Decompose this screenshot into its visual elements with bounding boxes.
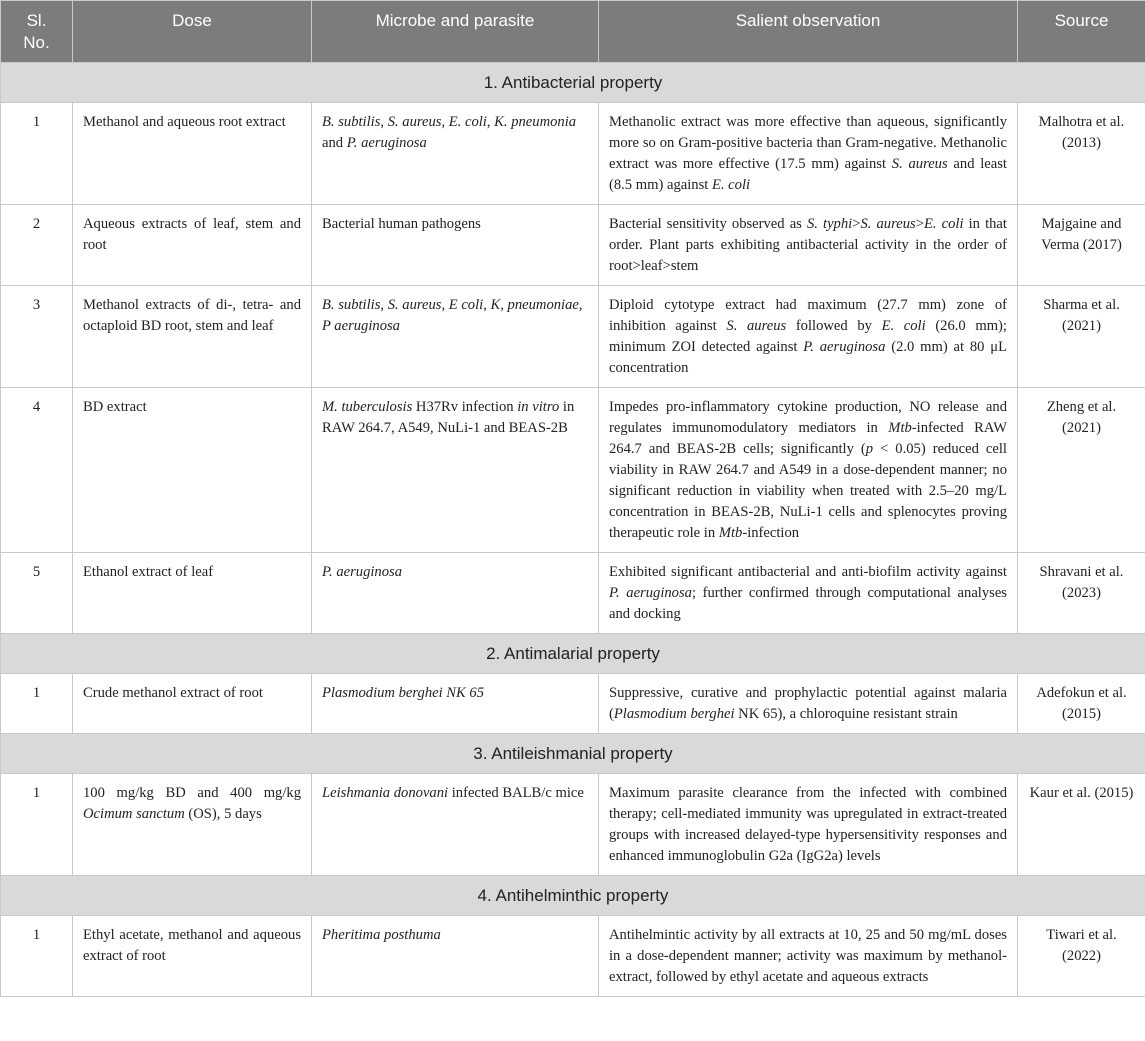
cell-microbe: B. subtilis, S. aureus, E coli, K, pneumoniae, P aeruginosa bbox=[312, 286, 599, 388]
table-header bbox=[1, 1, 1145, 63]
header-observation: Salient observation bbox=[599, 1, 1018, 63]
cell-microbe: M. tuberculosis H37Rv infection in vitro in RAW 264.7, A549, NuLi-1 and BEAS-2B bbox=[312, 388, 599, 553]
cell-observation: Antihelmintic activity by all extracts at 10, 25 and 50 mg/mL doses in a dose-dependent manner; activity was maximum by methanol-extract, followed by ethyl acetate and aqueous extracts bbox=[599, 916, 1018, 997]
header-row bbox=[1, 1, 1145, 63]
table-row bbox=[1, 286, 1145, 388]
table-row bbox=[1, 674, 1145, 734]
section-title: 1. Antibacterial property bbox=[1, 63, 1145, 103]
cell-microbe: Plasmodium berghei NK 65 bbox=[312, 674, 599, 734]
table-row bbox=[1, 388, 1145, 553]
cell-observation: Exhibited significant antibacterial and anti-biofilm activity against P. aeruginosa; further confirmed through computational analyses and docking bbox=[599, 553, 1018, 634]
header-source: Source bbox=[1018, 1, 1145, 63]
header-dose: Dose bbox=[73, 1, 312, 63]
cell-observation: Impedes pro-inflammatory cytokine production, NO release and regulates immunomodulatory mediators in Mtb-infected RAW 264.7 and BEAS-2B cells; significantly (p < 0.05) reduced cell viability in RAW 264.7 and A549 in a dose-dependent manner; no significant reduction in viability when treated with 2.5–20 mg/L concentration in BEAS-2B, NuLi-1 cells and splenocytes proving therapeutic role in Mtb-infection bbox=[599, 388, 1018, 553]
cell-sl-no: 1 bbox=[1, 774, 73, 876]
cell-dose: Crude methanol extract of root bbox=[73, 674, 312, 734]
cell-observation: Methanolic extract was more effective than aqueous, significantly more so on Gram-positive bacteria than Gram-negative. Methanolic extract was more effective (17.5 mm) against S. aureus and least (8.5 mm) against E. coli bbox=[599, 103, 1018, 205]
table-row bbox=[1, 774, 1145, 876]
section-row bbox=[1, 634, 1145, 674]
cell-microbe: P. aeruginosa bbox=[312, 553, 599, 634]
cell-dose: BD extract bbox=[73, 388, 312, 553]
cell-dose: Methanol extracts of di-, tetra- and octaploid BD root, stem and leaf bbox=[73, 286, 312, 388]
cell-microbe: B. subtilis, S. aureus, E. coli, K. pneumonia and P. aeruginosa bbox=[312, 103, 599, 205]
cell-sl-no: 5 bbox=[1, 553, 73, 634]
header-sl-no: Sl. No. bbox=[1, 1, 73, 63]
cell-sl-no: 2 bbox=[1, 205, 73, 286]
cell-source: Malhotra et al. (2013) bbox=[1018, 103, 1145, 205]
cell-dose: Ethyl acetate, methanol and aqueous extract of root bbox=[73, 916, 312, 997]
table-row bbox=[1, 103, 1145, 205]
cell-microbe: Bacterial human pathogens bbox=[312, 205, 599, 286]
section-row bbox=[1, 63, 1145, 103]
cell-sl-no: 3 bbox=[1, 286, 73, 388]
section-row bbox=[1, 734, 1145, 774]
cell-source: Majgaine and Verma (2017) bbox=[1018, 205, 1145, 286]
cell-source: Kaur et al. (2015) bbox=[1018, 774, 1145, 876]
cell-dose: Methanol and aqueous root extract bbox=[73, 103, 312, 205]
cell-microbe: Pheritima posthuma bbox=[312, 916, 599, 997]
table-body bbox=[1, 63, 1145, 997]
cell-source: Zheng et al. (2021) bbox=[1018, 388, 1145, 553]
cell-dose: 100 mg/kg BD and 400 mg/kg Ocimum sanctum (OS), 5 days bbox=[73, 774, 312, 876]
header-microbe: Microbe and parasite bbox=[312, 1, 599, 63]
cell-source: Shravani et al. (2023) bbox=[1018, 553, 1145, 634]
cell-observation: Bacterial sensitivity observed as S. typhi>S. aureus>E. coli in that order. Plant parts exhibiting antibacterial activity in the order of root>leaf>stem bbox=[599, 205, 1018, 286]
cell-observation: Diploid cytotype extract had maximum (27.7 mm) zone of inhibition against S. aureus followed by E. coli (26.0 mm); minimum ZOI detected against P. aeruginosa (2.0 mm) at 80 μL concentration bbox=[599, 286, 1018, 388]
cell-source: Tiwari et al. (2022) bbox=[1018, 916, 1145, 997]
cell-dose: Aqueous extracts of leaf, stem and root bbox=[73, 205, 312, 286]
cell-sl-no: 1 bbox=[1, 103, 73, 205]
cell-sl-no: 1 bbox=[1, 674, 73, 734]
table-row bbox=[1, 205, 1145, 286]
cell-source: Adefokun et al. (2015) bbox=[1018, 674, 1145, 734]
section-title: 3. Antileishmanial property bbox=[1, 734, 1145, 774]
cell-observation: Suppressive, curative and prophylactic potential against malaria (Plasmodium berghei NK 65), a chloroquine resistant strain bbox=[599, 674, 1018, 734]
cell-sl-no: 1 bbox=[1, 916, 73, 997]
cell-microbe: Leishmania donovani infected BALB/c mice bbox=[312, 774, 599, 876]
section-title: 2. Antimalarial property bbox=[1, 634, 1145, 674]
cell-dose: Ethanol extract of leaf bbox=[73, 553, 312, 634]
cell-sl-no: 4 bbox=[1, 388, 73, 553]
table-row bbox=[1, 916, 1145, 997]
section-row bbox=[1, 876, 1145, 916]
cell-observation: Maximum parasite clearance from the infected with combined therapy; cell-mediated immunity was upregulated in extract-treated groups with increased delayed-type hypersensitivity responses and enhanced immunoglobulin G2a (IgG2a) levels bbox=[599, 774, 1018, 876]
cell-source: Sharma et al. (2021) bbox=[1018, 286, 1145, 388]
section-title: 4. Antihelminthic property bbox=[1, 876, 1145, 916]
table-row bbox=[1, 553, 1145, 634]
